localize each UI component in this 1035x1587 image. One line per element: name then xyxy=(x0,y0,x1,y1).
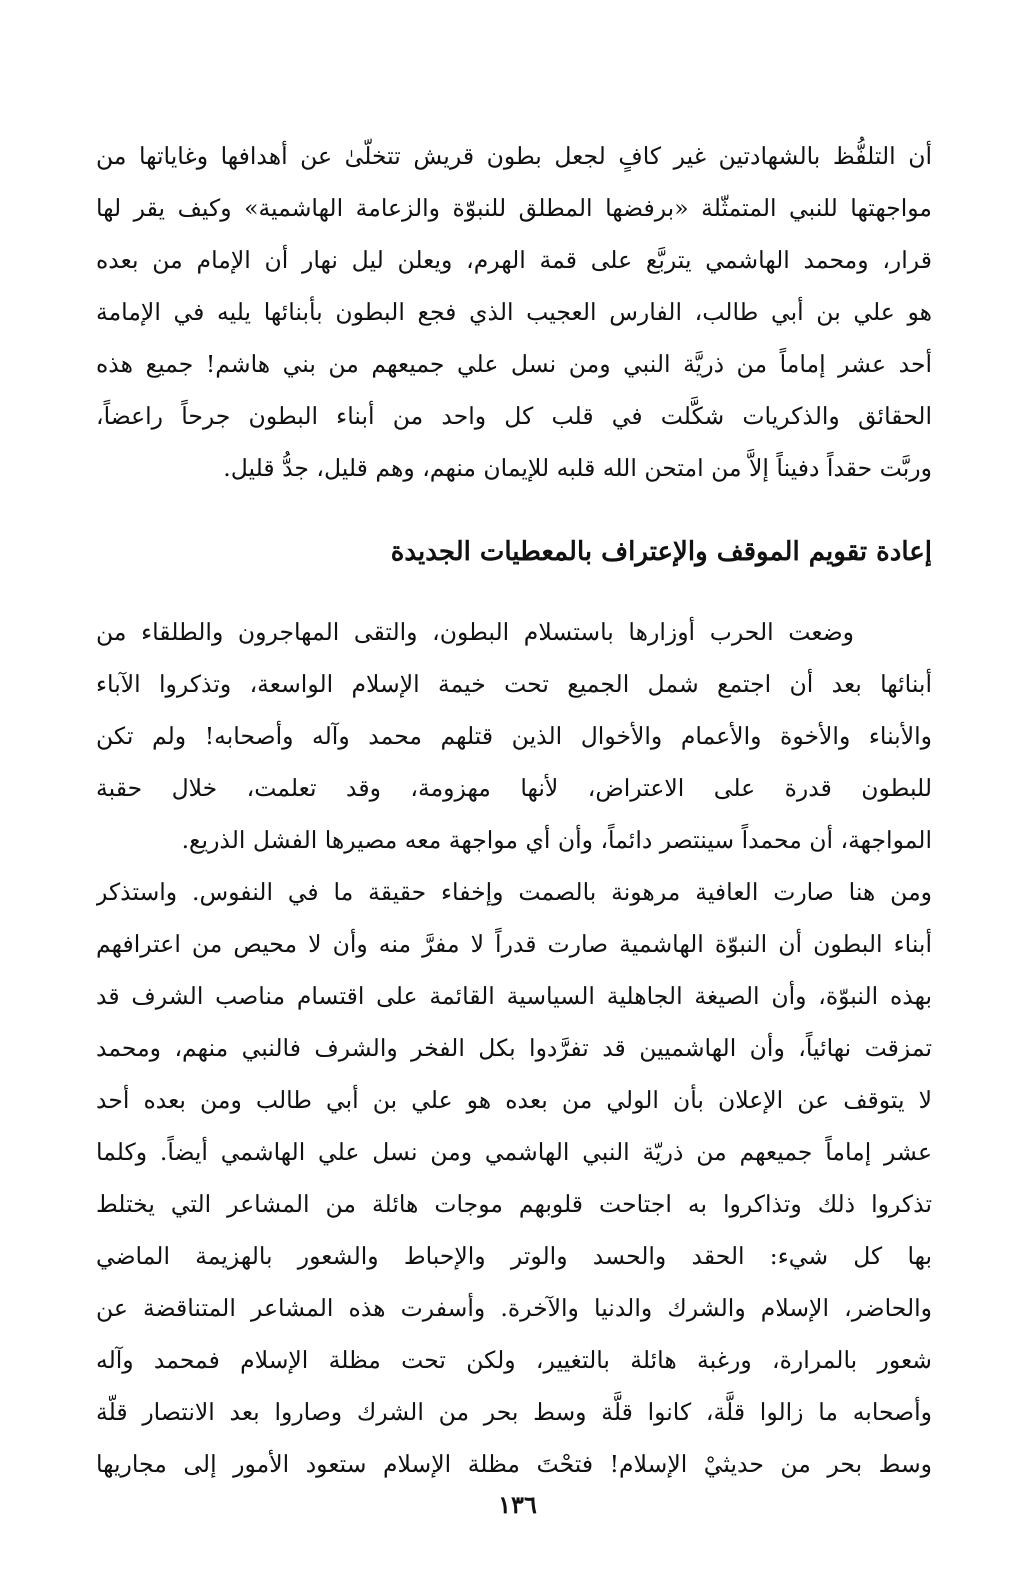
text-line: أن التلفُّظ بالشهادتين غير كافٍ لجعل بطون قريش تتخلّىٰ عن أهدافها وغاياتها من xyxy=(96,142,932,170)
text-line: هو علي بن أبي طالب، الفارس العجيب الذي فجع البطون بأبنائها يليه في الإمامة xyxy=(96,298,932,326)
text-line: لا يتوقف عن الإعلان بأن الولي من بعده هو علي بن أبي طالب ومن بعده أحد xyxy=(96,1086,932,1114)
text-line: المواجهة، أن محمداً سينتصر دائماً، وأن أي مواجهة معه مصيرها الفشل الذريع. xyxy=(181,826,932,854)
text-line: بهذه النبوّة، وأن الصيغة الجاهلية السياسية القائمة على اقتسام مناصب الشرف قد xyxy=(96,982,932,1010)
text-line: والحاضر، الإسلام والشرك والدنيا والآخرة. وأسفرت هذه المشاعر المتناقضة عن xyxy=(96,1294,932,1322)
text-line: ومن هنا صارت العافية مرهونة بالصمت وإخفاء حقيقة ما في النفوس. واستذكر xyxy=(96,878,932,906)
text-line: للبطون قدرة على الاعتراض، لأنها مهزومة، وقد تعلمت، خلال حقبة xyxy=(96,774,932,802)
text-line: عشر إماماً جميعهم من ذريّة النبي الهاشمي ومن نسل علي الهاشمي أيضاً. وكلما xyxy=(96,1138,932,1166)
paragraph-1 xyxy=(96,130,932,494)
text-line: تذكروا ذلك وتذاكروا به اجتاحت قلوبهم موجات هائلة من المشاعر التي يختلط xyxy=(96,1190,932,1218)
text-line: قرار، ومحمد الهاشمي يتربَّع على قمة الهرم، ويعلن ليل نهار أن الإمام من بعده xyxy=(96,246,932,274)
text-line: وربَّت حقداً دفيناً إلاَّ من امتحن الله قلبه للإيمان منهم، وهم قليل، جدُّ قليل. xyxy=(223,454,932,482)
text-line: والأبناء والأخوة والأعمام والأخوال الذين قتلهم محمد وآله وأصحابه! ولم تكن xyxy=(96,722,932,750)
text-line: الحقائق والذكريات شكَّلت في قلب كل واحد من أبناء البطون جرحاً راعضاً، xyxy=(96,402,932,430)
text-line: شعور بالمرارة، ورغبة هائلة بالتغيير، ولكن تحت مظلة الإسلام فمحمد وآله xyxy=(96,1346,932,1374)
text-line: أحد عشر إماماً من ذريَّة النبي ومن نسل علي جميعهم من بني هاشم! جميع هذه xyxy=(96,350,932,378)
page-number: ١٣٦ xyxy=(498,1490,537,1519)
text-line: وأصحابه ما زالوا قلَّة، كانوا قلَّة وسط بحر من الشرك وصاروا بعد الانتصار قلّة xyxy=(96,1398,932,1426)
text-line: وضعت الحرب أوزارها باستسلام البطون، والتقى المهاجرون والطلقاء من xyxy=(96,618,854,646)
text-line: تمزقت نهائياً، وأن الهاشميين قد تفرَّدوا بكل الفخر والشرف فالنبي منهم، ومحمد xyxy=(96,1034,932,1062)
text-line: مواجهتها للنبي المتمثّلة «برفضها المطلق للنبوّة والزعامة الهاشمية» وكيف يقر لها xyxy=(96,194,932,222)
text-line: وسط بحر من حديثيْ الإسلام! فتحْتَ مظلة الإسلام ستعود الأمور إلى مجاريها xyxy=(96,1450,932,1478)
text-line: بها كل شيء: الحقد والحسد والوتر والإحباط والشعور بالهزيمة الماضي xyxy=(96,1242,932,1270)
section-heading: إعادة تقويم الموقف والإعتراف بالمعطيات الجديدة xyxy=(390,537,932,567)
text-line: أبناء البطون أن النبوّة الهاشمية صارت قدراً لا مفرَّ منه وأن لا محيص من اعترافهم xyxy=(96,930,932,958)
text-line: أبنائها بعد أن اجتمع شمل الجميع تحت خيمة الإسلام الواسعة، وتذكروا الآباء xyxy=(96,670,932,698)
paragraph-2 xyxy=(96,606,932,1490)
